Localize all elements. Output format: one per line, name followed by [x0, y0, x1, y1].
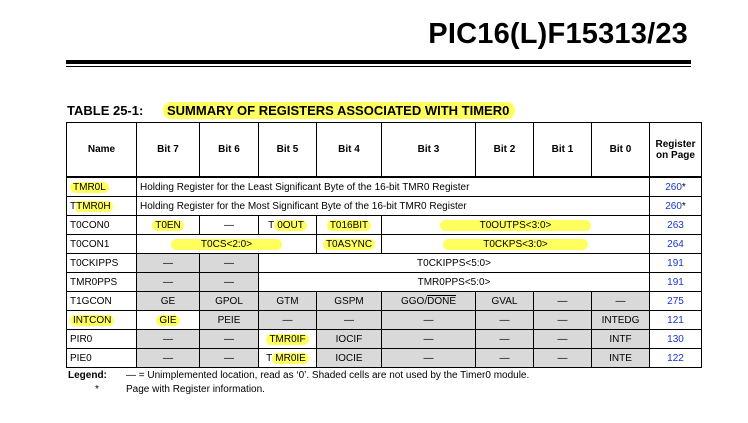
register-description: Holding Register for the Most Significant Byte of the 16-bit TMR0 Register: [137, 197, 650, 216]
title-rule-thick: [66, 60, 691, 64]
register-page-link[interactable]: 275: [650, 292, 702, 311]
bit3-0-cell: T0OUTPS<3:0>: [382, 216, 650, 235]
table-row: [67, 273, 702, 292]
bit2-cell: —: [476, 349, 534, 368]
register-page-link[interactable]: 191: [650, 254, 702, 273]
legend-asterisk: *: [95, 384, 99, 395]
bit0-cell: INTEDG: [592, 311, 650, 330]
table-number: TABLE 25-1:: [67, 103, 144, 118]
bit7-cell: —: [137, 330, 200, 349]
register-name: PIR0: [67, 330, 137, 349]
register-page-link[interactable]: 264: [650, 235, 702, 254]
register-name: TTMR0H: [67, 197, 137, 216]
table-row: [67, 235, 702, 254]
register-table: [66, 122, 702, 368]
bit5-cell: T MR0IE: [259, 349, 317, 368]
bit5-cell: T 0OUT: [259, 216, 317, 235]
legend-star-text: Page with Register information.: [126, 384, 265, 395]
bit4-cell: IOCIE: [317, 349, 382, 368]
register-name: PIE0: [67, 349, 137, 368]
register-name: T0CON1: [67, 235, 137, 254]
bit4-cell: IOCIF: [317, 330, 382, 349]
register-page-link[interactable]: 191: [650, 273, 702, 292]
header-bit6: Bit 6: [200, 123, 259, 178]
table-caption: [67, 103, 515, 118]
title-rule-thin: [66, 66, 691, 67]
register-name: T1GCON: [67, 292, 137, 311]
bit5-0-cell: TMR0PPS<5:0>: [259, 273, 650, 292]
bit1-cell: —: [534, 292, 592, 311]
bit3-0-cell: T0CKPS<3:0>: [382, 235, 650, 254]
register-page-link[interactable]: 260*: [650, 197, 702, 216]
bit6-cell: GPOL: [200, 292, 259, 311]
document-title: PIC16(L)F15313/23: [428, 18, 688, 50]
register-page-link[interactable]: 260*: [650, 177, 702, 197]
bit1-cell: —: [534, 311, 592, 330]
bit2-cell: —: [476, 311, 534, 330]
header-bit5: Bit 5: [259, 123, 317, 178]
bit4-cell: GSPM: [317, 292, 382, 311]
bit7-cell: —: [137, 273, 200, 292]
bit5-cell: GTM: [259, 292, 317, 311]
bit3-cell: GGO/DONE: [382, 292, 476, 311]
bit6-cell: —: [200, 216, 259, 235]
bit6-cell: PEIE: [200, 311, 259, 330]
register-name: T0CON0: [67, 216, 137, 235]
register-page-link[interactable]: 263: [650, 216, 702, 235]
bit7-cell: —: [137, 349, 200, 368]
table-row: [67, 311, 702, 330]
bit4-cell: T0ASYNC: [317, 235, 382, 254]
bit4-cell: T016BIT: [317, 216, 382, 235]
register-name: INTCON: [67, 311, 137, 330]
bit6-cell: —: [200, 349, 259, 368]
register-name: TMR0L: [67, 177, 137, 197]
bit5-cell: TMR0IF: [259, 330, 317, 349]
bit1-cell: —: [534, 349, 592, 368]
header-bit1: Bit 1: [534, 123, 592, 178]
register-name: TMR0PPS: [67, 273, 137, 292]
bit7-cell: T0EN: [137, 216, 200, 235]
header-bit4: Bit 4: [317, 123, 382, 178]
bit2-cell: GVAL: [476, 292, 534, 311]
register-name: T0CKIPPS: [67, 254, 137, 273]
table-row: [67, 330, 702, 349]
bit3-cell: —: [382, 349, 476, 368]
table-row: [67, 349, 702, 368]
bit0-cell: INTF: [592, 330, 650, 349]
header-bit7: Bit 7: [137, 123, 200, 178]
bit5-cell: —: [259, 311, 317, 330]
bit7-cell: GE: [137, 292, 200, 311]
bit3-cell: —: [382, 311, 476, 330]
bit6-cell: —: [200, 254, 259, 273]
header-bit0: Bit 0: [592, 123, 650, 178]
header-bit2: Bit 2: [476, 123, 534, 178]
header-bit3: Bit 3: [382, 123, 476, 178]
table-row: [67, 292, 702, 311]
table-row: [67, 177, 702, 197]
legend-label: Legend:: [68, 370, 107, 381]
table-row: [67, 216, 702, 235]
table-header-row: [67, 123, 702, 178]
register-page-link[interactable]: 121: [650, 311, 702, 330]
register-description: Holding Register for the Least Significant Byte of the 16-bit TMR0 Register: [137, 177, 650, 197]
bit7-cell: GIE: [137, 311, 200, 330]
legend-text: — = Unimplemented location, read as ‘0’. Shaded cells are not used by the Timer0 module.: [126, 370, 530, 381]
table-row: [67, 254, 702, 273]
bit6-cell: —: [200, 330, 259, 349]
table-row: [67, 197, 702, 216]
register-page-link[interactable]: 122: [650, 349, 702, 368]
bit0-cell: INTE: [592, 349, 650, 368]
bit0-cell: —: [592, 292, 650, 311]
header-name: Name: [67, 123, 137, 178]
table-legend: [68, 370, 529, 398]
bit7-5-cell: T0CS<2:0>: [137, 235, 317, 254]
bit3-cell: —: [382, 330, 476, 349]
register-page-link[interactable]: 130: [650, 330, 702, 349]
bit5-0-cell: T0CKIPPS<5:0>: [259, 254, 650, 273]
header-register-page: Register on Page: [650, 123, 702, 178]
bit1-cell: —: [534, 330, 592, 349]
bit6-cell: —: [200, 273, 259, 292]
bit7-cell: —: [137, 254, 200, 273]
table-title: SUMMARY OF REGISTERS ASSOCIATED WITH TIMER0: [163, 102, 515, 119]
bit2-cell: —: [476, 330, 534, 349]
bit4-cell: —: [317, 311, 382, 330]
